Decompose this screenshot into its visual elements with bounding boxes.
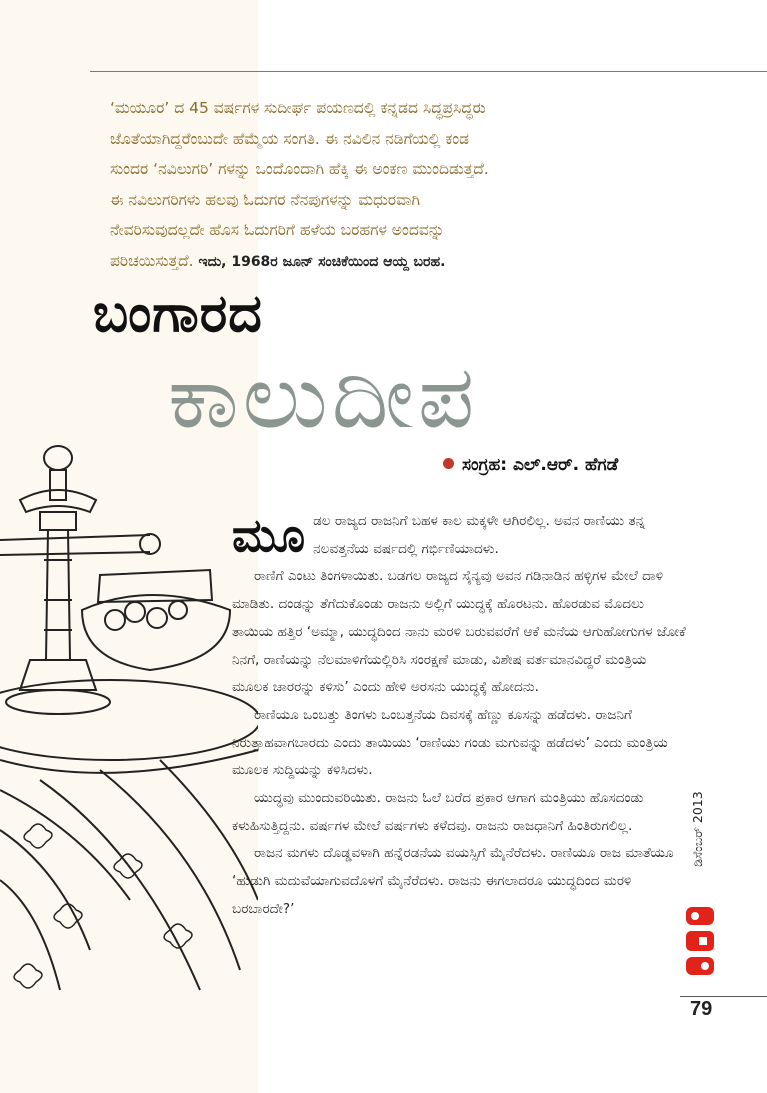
article-paragraph: ಯುದ್ಧವು ಮುಂದುವರಿಯಿತು. ರಾಜನು ಓಲೆ ಬರೆದ ಪ್ರಕಾರ ಆಗಾಗ ಮಂತ್ರಿಯು ಹೊಸದಂಡು ಕಳುಹಿಸುತ್ತಿದ್ದನು. ವರ್ಷಗಳ ಮೇಲೆ ವರ್ಷಗಳು ಕಳೆದವು. ರಾಜನು ರಾಜಧಾನಿಗೆ ಹಿಂತಿರುಗಲಿಲ್ಲ. [232,790,644,834]
intro-line: ಸುಂದರ ‘ನವಿಲುಗರಿ’ ಗಳನ್ನು ಒಂದೊಂದಾಗಿ ಹೆಕ್ಕಿ ಈ ಅಂಕಣ ಮುಂದಿಡುತ್ತದೆ. [110,160,489,178]
byline-text: ಸಂಗ್ರಹ: ಎಲ್.ಆರ್. ಹೆಗಡೆ [462,455,619,475]
golden-lamp-illustration [0,430,258,1000]
intro-line: ‘ಮಯೂರ’ ದ 45 ವರ್ಷಗಳ ಸುದೀರ್ಘ ಪಯಣದಲ್ಲಿ ಕನ್ನಡದ ಸಿದ್ಧಪ್ರಸಿದ್ಧರು [110,99,486,117]
intro-source-note: ಇದು, 1968ರ ಜೂನ್ ಸಂಚಿಕೆಯಿಂದ ಆಯ್ದ ಬರಹ. [198,253,446,270]
article-paragraph: ರಾಣಿಯೂ ಒಂಬತ್ತು ತಿಂಗಳು ಒಂಬತ್ತನೆಯ ದಿವಸಕ್ಕೆ ಹೆಣ್ಣು ಕೂಸನ್ನು ಹಡೆದಳು. ರಾಜನಿಗೆ ನಿರುತ್ಸಾಹವಾಗಬಾರದು ಎಂದು ತಾಯಿಯು ‘ರಾಣಿಯು ಗಂಡು ಮಗುವನ್ನು ಹಡೆದಳು’ ಎಂದು ಮಂತ್ರಿಯ ಮೂಲಕ ಸುದ್ದಿಯನ್ನು ಕಳಿಸಿದಳು. [232,706,668,779]
article-paragraph [232,508,687,563]
intro-line: ಈ ನವಿಲುಗರಿಗಳು ಹಲವು ಓದುಗರ ನೆನಪುಗಳನ್ನು ಮಧುರವಾಗಿ [110,190,421,209]
article-paragraph: ರಾಣಿಗೆ ಎಂಟು ತಿಂಗಳಾಯಿತು. ಬಡಗಲ ರಾಜ್ಯದ ಸೈನ್ಯವು ಅವನ ಗಡಿನಾಡಿನ ಹಳ್ಳಿಗಳ ಮೇಲೆ ದಾಳಿ ಮಾಡಿತು. ದಂಡನ್ನು ತೆಗೆದುಕೊಂಡು ರಾಜನು ಅಲ್ಲಿಗೆ ಯುದ್ಧಕ್ಕೆ ಹೊರಟನು. ಹೊರಡುವ ಮೊದಲು ತಾಯಿಯ ಹತ್ತಿರ ‘ಅಮ್ಮಾ, ಯುದ್ಧದಿಂದ ನಾನು ಮರಳಿ ಬರುವವರೆಗೆ ಆಕೆ ಮನೆಯ ಆಗುಹೋಗುಗಳ ಜೋಕೆ ನಿನಗೆ, ರಾಣಿಯನ್ನು ನೆಲಮಾಳಿಗೆಯಲ್ಲಿರಿಸಿ ಸಂರಕ್ಷಣೆ ಮಾಡು, ವಿಶೇಷ ವರ್ತಮಾನವಿದ್ದರೆ ಮಂತ್ರಿಯ ಮೂಲಕ ಚಾರರನ್ನು ಕಳಿಸು’ ಎಂದು ಹೇಳಿ ಅರಸನು ಯುದ್ಧಕ್ಕೆ ಹೋದನು. [232,568,686,696]
intro-line [110,246,710,278]
intro-line: ನೇವರಿಸುವುದಲ್ಲದೇ ಹೊಸ ಓದುಗರಿಗೆ ಹಳೆಯ ಬರಹಗಳ ಅಂದವನ್ನು [110,221,445,239]
mayura-logo [683,905,717,977]
footer-divider [680,996,767,997]
intro-line: ಜೊತೆಯಾಗಿದ್ದರೆಂಬುದೇ ಹೆಮ್ಮೆಯ ಸಂಗತಿ. ಈ ನವಿಲಿನ ನಡಿಗೆಯಲ್ಲಿ ಕಂಡ [110,129,470,148]
top-divider [90,71,767,72]
article-title-line-1: ಬಂಗಾರದ [93,284,263,344]
page-number: 79 [690,998,713,1020]
drop-cap: ಮೂ [232,508,306,562]
article-paragraph: ರಾಜನ ಮಗಳು ದೊಡ್ಡವಳಾಗಿ ಹನ್ನೆರಡನೆಯ ವಯಸ್ಸಿಗೆ ಮೈನೆರೆದಳು. ರಾಣಿಯೂ ರಾಜ ಮಾತೆಯೂ ‘ಹುಡುಗಿ ಮದುವೆಯಾಗುವದೊಳಗೆ ಮೈನೆರೆದಳು. ರಾಜನು ಈಗಲಾದರೂ ಯುದ್ಧದಿಂದ ಮರಳಿ ಬರಬಾರದೇ?’ [232,845,674,917]
article-body [232,508,687,924]
paragraph-text: ಡಲ ರಾಜ್ಯದ ರಾಜನಿಗೆ ಬಹಳ ಕಾಲ ಮಕ್ಕಳೇ ಆಗಿರಲಿಲ್ಲ. ಅವನ ರಾಣಿಯು ತನ್ನ ನಲವತ್ತನೆಯ ವರ್ಷದಲ್ಲಿ ಗರ್ಭಿಣಿಯಾದಳು. [313,513,646,557]
article-title-line-2: ಕಾಲುದೀಪ [168,345,479,448]
intro-block [110,93,710,277]
byline [443,455,618,475]
bullet-icon [443,458,454,469]
issue-date: ಡಿಸೆಂಬರ್ 2013 [690,791,705,867]
intro-line-end: ಪರಿಚಯಿಸುತ್ತದೆ. [110,251,194,270]
